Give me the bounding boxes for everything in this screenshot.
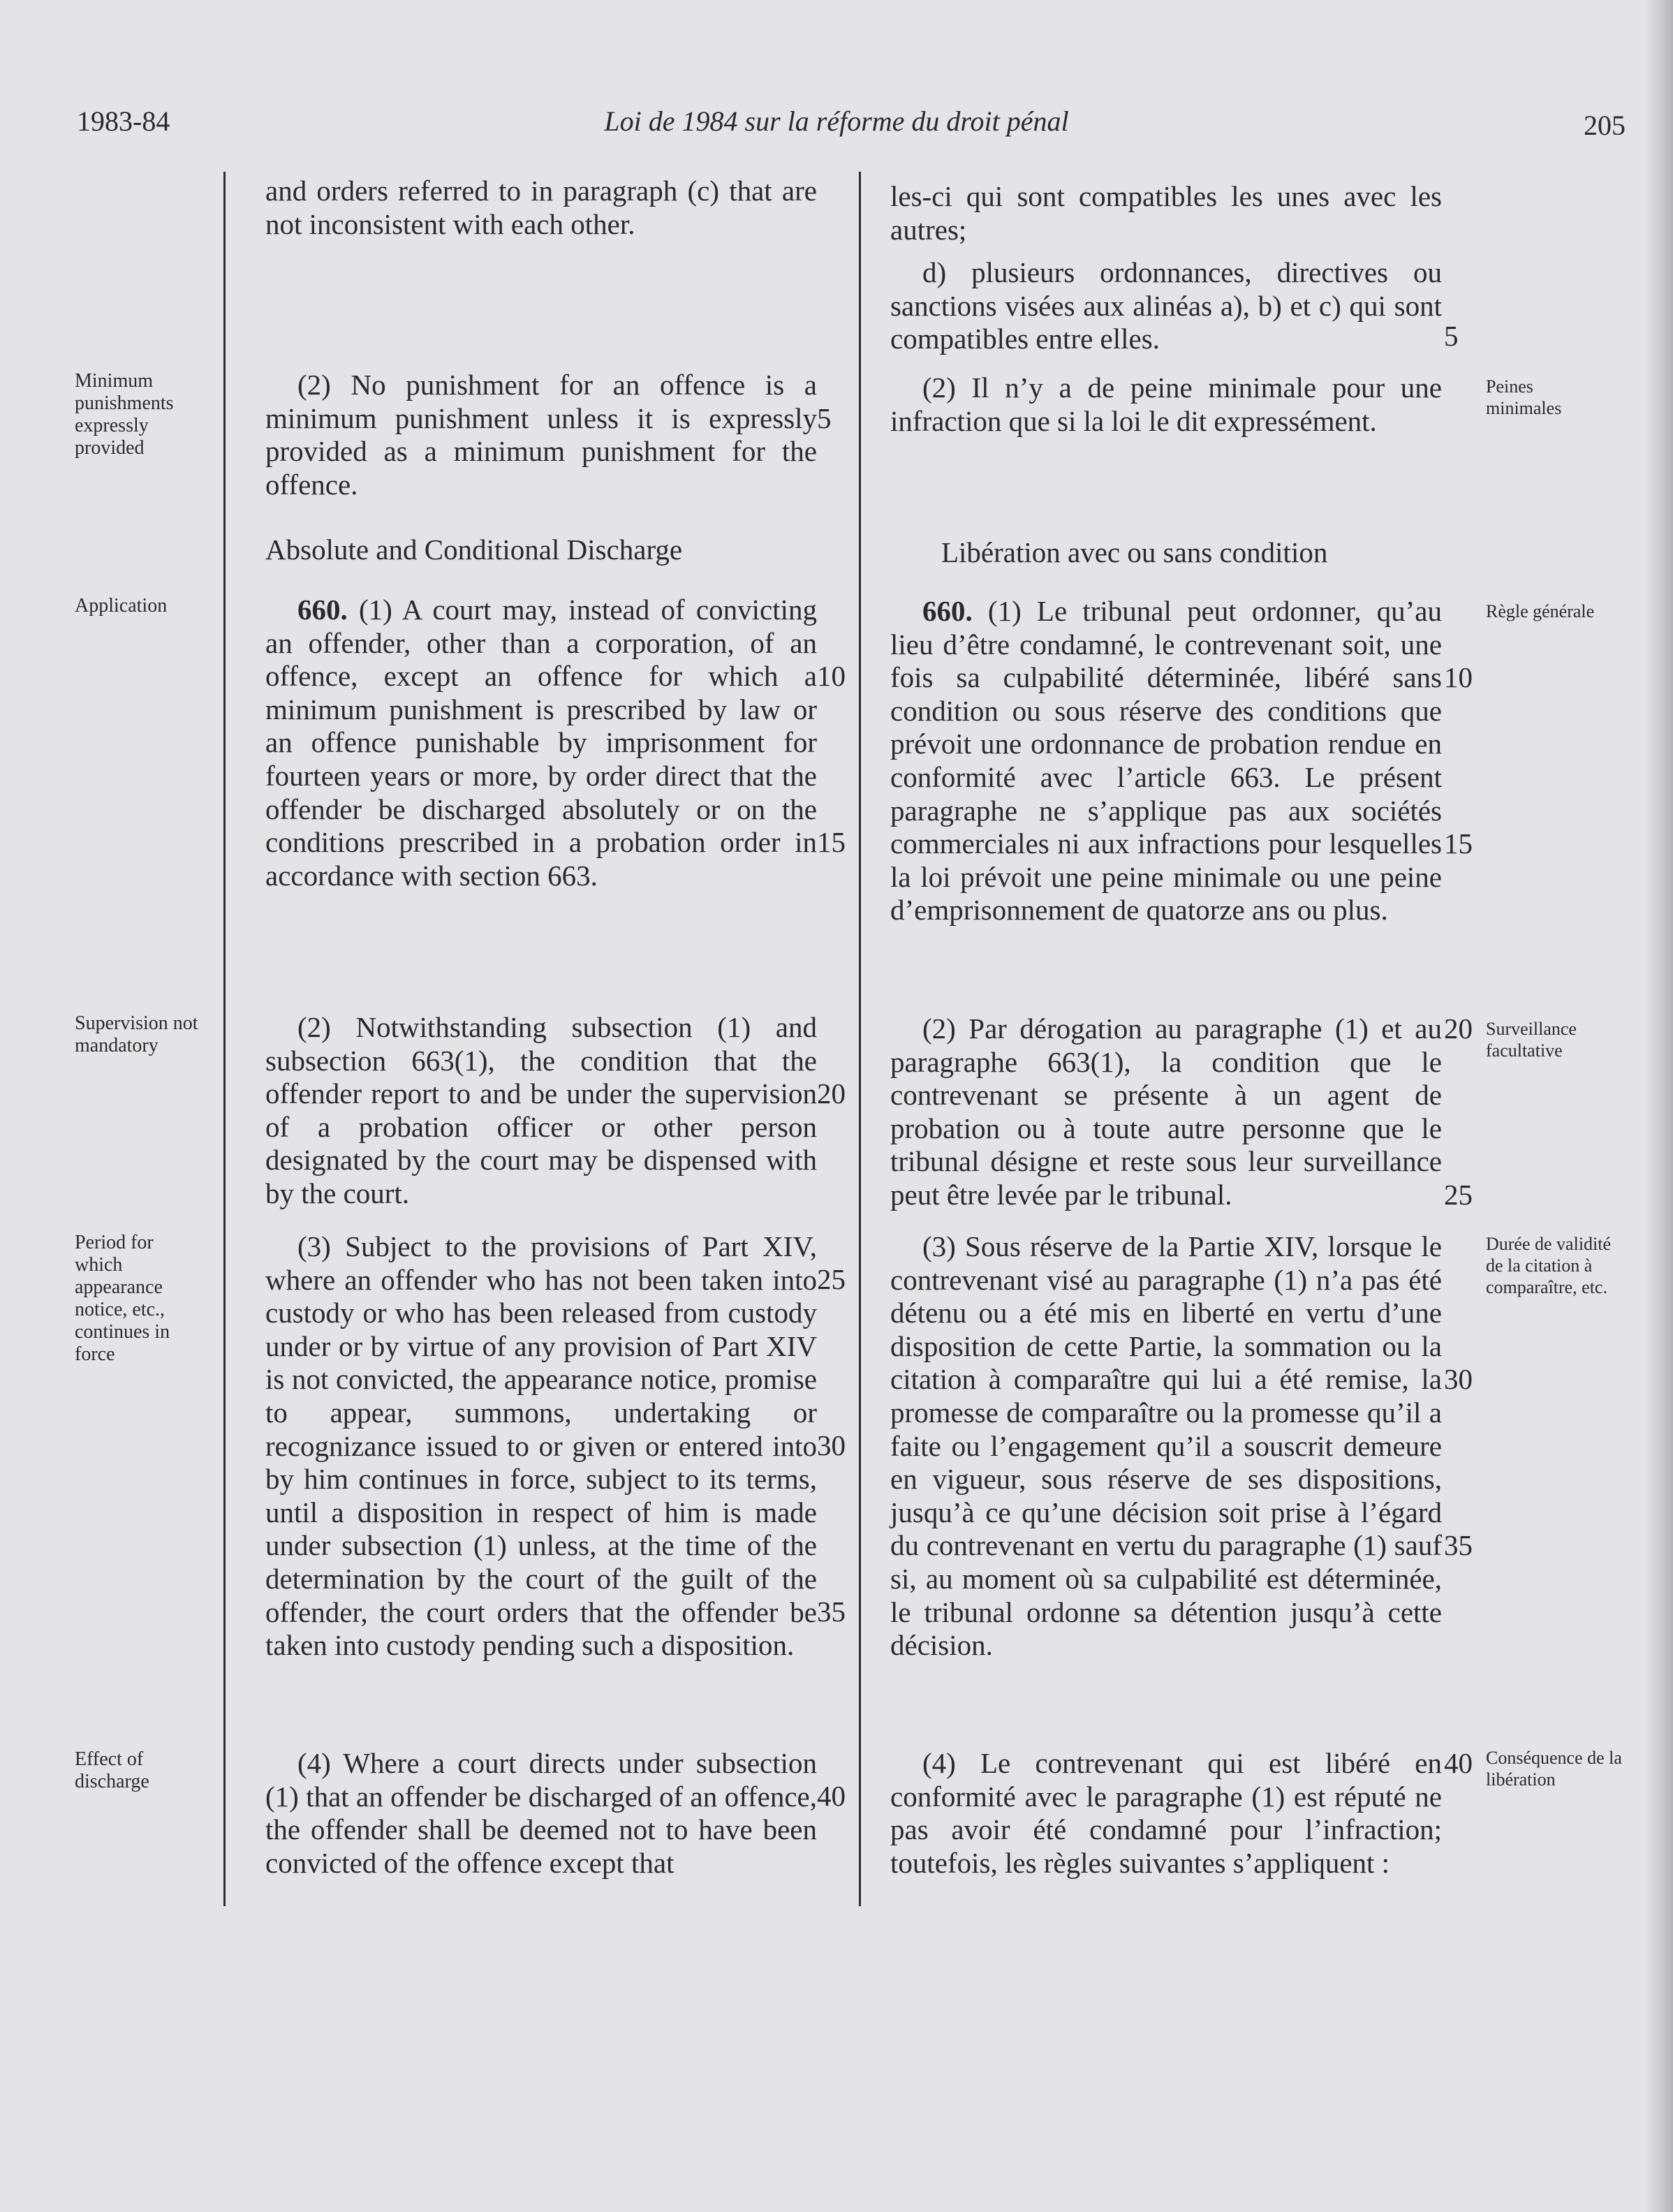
en-para-minimum xyxy=(265,369,817,501)
page-edge-shadow xyxy=(1645,0,1673,2212)
fr-para-supervision xyxy=(890,1012,1442,1212)
fr-para-effect xyxy=(890,1747,1442,1880)
en-line-number: 30 xyxy=(817,1429,846,1461)
en-line-number: 40 xyxy=(817,1780,846,1812)
en-margin-note-effect: Effect of discharge xyxy=(75,1748,149,1792)
en-line-number: 15 xyxy=(817,826,846,858)
en-para-660 xyxy=(265,593,817,892)
en-para-continuation: and orders referred to in paragraph (c) that are not inconsistent with each other. xyxy=(265,175,817,240)
fr-line-number: 15 xyxy=(1444,827,1473,860)
fr-line-number: 35 xyxy=(1444,1529,1473,1561)
en-para-effect xyxy=(265,1747,817,1880)
fr-section-number: 660. xyxy=(922,595,973,627)
fr-para-660-text: (1) Le tribunal peut ordonner, qu’au lieu d’être condamné, le contrevenant soit, une fois sa culpabilité déterminée, libéré sans condition ou sous réserve des conditions que prévoit une ordonnance de probation rendue en conformité avec l’article 663. Le présent paragraphe ne s’applique pas aux sociétés commerciales ni aux infractions pour lesquelles la loi prévoit une peine minimale ou une peine d’emprisonnement de quatorze ans ou plus. xyxy=(890,595,1442,927)
fr-para-continuation-text: les-ci qui sont compatibles les unes avec les autres; xyxy=(890,180,1442,246)
center-column-rule xyxy=(859,172,861,1906)
running-head-year: 1983-84 xyxy=(77,105,170,137)
fr-line-number: 40 xyxy=(1444,1747,1473,1779)
fr-line-number: 25 xyxy=(1444,1179,1473,1211)
en-para-effect-text: (4) Where a court directs under subsection (1) that an offender be discharged of an offence, the offender shall be deemed not to have been convicted of the offence except that xyxy=(265,1747,817,1879)
page-number: 205 xyxy=(1584,110,1626,141)
en-line-number: 10 xyxy=(817,660,846,692)
en-line-number: 35 xyxy=(817,1595,846,1628)
fr-line-number: 5 xyxy=(1444,320,1459,352)
fr-para-effect-text: (4) Le contrevenant qui est libéré en conformité avec le paragraphe (1) est réputé ne pas avoir été condamné pour l’infraction; toutefois, les règles suivantes s’appliquent : xyxy=(890,1747,1442,1879)
fr-para-minimum-text: (2) Il n’y a de peine minimale pour une infraction que si la loi le dit expressément. xyxy=(890,371,1442,437)
en-margin-note-minimum: Minimum punishments expressly provided xyxy=(75,370,174,459)
running-head-title: Loi de 1984 sur la réforme du droit pénal xyxy=(604,105,1069,137)
en-para-660-text: (1) A court may, instead of convicting an offender, other than a corporation, of an offence, except an offence for which a minimum punishment is prescribed by law or an offence punishable by imprisonment for fourteen years or more, by order direct that the offender be discharged absolutely or on the conditions prescribed in a probation order in accordance with section 663. xyxy=(265,593,817,892)
fr-margin-note-supervision: Surveillance facultative xyxy=(1486,1019,1577,1061)
fr-para-660 xyxy=(890,595,1442,927)
en-heading-text: Absolute and Conditional Discharge xyxy=(265,533,683,566)
fr-para-period-text: (3) Sous réserve de la Partie XIV, lorsque le contrevenant visé au paragraphe (1) n’a pas été détenu ou a été mis en liberté en vertu d’une disposition de cette Partie, la sommation ou la citation à comparaître qui lui a été remise, la promesse de comparaître ou la promesse qu’il a faite ou l’engagement qu’il a souscrit demeure en vigueur, sous réserve de ses dispositions, jusqu’à ce qu’une décision soit prise à l’égard du contrevenant en vertu du paragraphe (1) sauf si, au moment où sa culpabilité est déterminée, le tribunal ordonne sa détention jusqu’à cette décision. xyxy=(890,1230,1442,1662)
fr-para-continuation xyxy=(890,180,1442,356)
fr-line-number: 30 xyxy=(1444,1363,1473,1395)
fr-para-d-text: d) plusieurs ordonnances, directives ou sanctions visées aux alinéas a), b) et c) qui sont compatibles entre elles. xyxy=(890,256,1442,355)
en-para-minimum-text: (2) No punishment for an offence is a minimum punishment unless it is expressly provided as a minimum punishment for the offence. xyxy=(265,369,817,501)
en-line-number: 25 xyxy=(817,1263,846,1295)
fr-line-number: 10 xyxy=(1444,661,1473,693)
en-line-number: 5 xyxy=(817,402,832,434)
fr-margin-note-effect: Conséquence de la libération xyxy=(1486,1748,1622,1790)
en-para-supervision-text: (2) Notwithstanding subsection (1) and subsection 663(1), the condition that the offender report to and be under the supervision of a probation officer or other person designated by the court may be dispensed with by the court. xyxy=(265,1011,817,1209)
left-column-rule xyxy=(223,172,226,1906)
en-heading-discharge xyxy=(265,533,817,567)
en-line-number: 20 xyxy=(817,1077,846,1109)
fr-para-minimum xyxy=(890,371,1442,438)
fr-para-period xyxy=(890,1230,1442,1662)
fr-margin-note-period: Durée de validité de la citation à comparaître, etc. xyxy=(1486,1234,1612,1297)
en-margin-note-application: Application xyxy=(75,595,168,617)
fr-line-number: 20 xyxy=(1444,1012,1473,1045)
fr-heading-discharge xyxy=(890,536,1442,570)
fr-margin-note-minimum: Peines minimales xyxy=(1486,376,1562,418)
en-margin-note-supervision: Supervision not mandatory xyxy=(75,1012,198,1056)
fr-heading-text: Libération avec ou sans condition xyxy=(941,536,1328,568)
en-para-supervision xyxy=(265,1011,817,1211)
en-section-number: 660. xyxy=(297,593,348,626)
en-para-period-text: (3) Subject to the provisions of Part XIV, where an offender who has not been taken into custody or who has been released from custody under or by virtue of any provision of Part XIV is not convicted, the appearance notice, promise to appear, summons, undertaking or recognizance issued to or given or entered into by him continues in force, subject to its terms, until a disposition in respect of him is made under subsection (1) unless, at the time of the determination by the court of the guilt of the offender, the court orders that the offender be taken into custody pending such a disposition. xyxy=(265,1230,817,1662)
en-margin-note-period: Period for which appearance notice, etc., continues in force xyxy=(75,1232,170,1365)
fr-margin-note-application: Règle générale xyxy=(1486,601,1595,621)
fr-para-supervision-text: (2) Par dérogation au paragraphe (1) et au paragraphe 663(1), la condition que le contrevenant se présente à un agent de probation ou à toute autre personne que le tribunal désigne et reste sous leur surveillance peut être levée par le tribunal. xyxy=(890,1012,1442,1211)
en-para-period xyxy=(265,1230,817,1662)
english-column xyxy=(265,175,817,241)
